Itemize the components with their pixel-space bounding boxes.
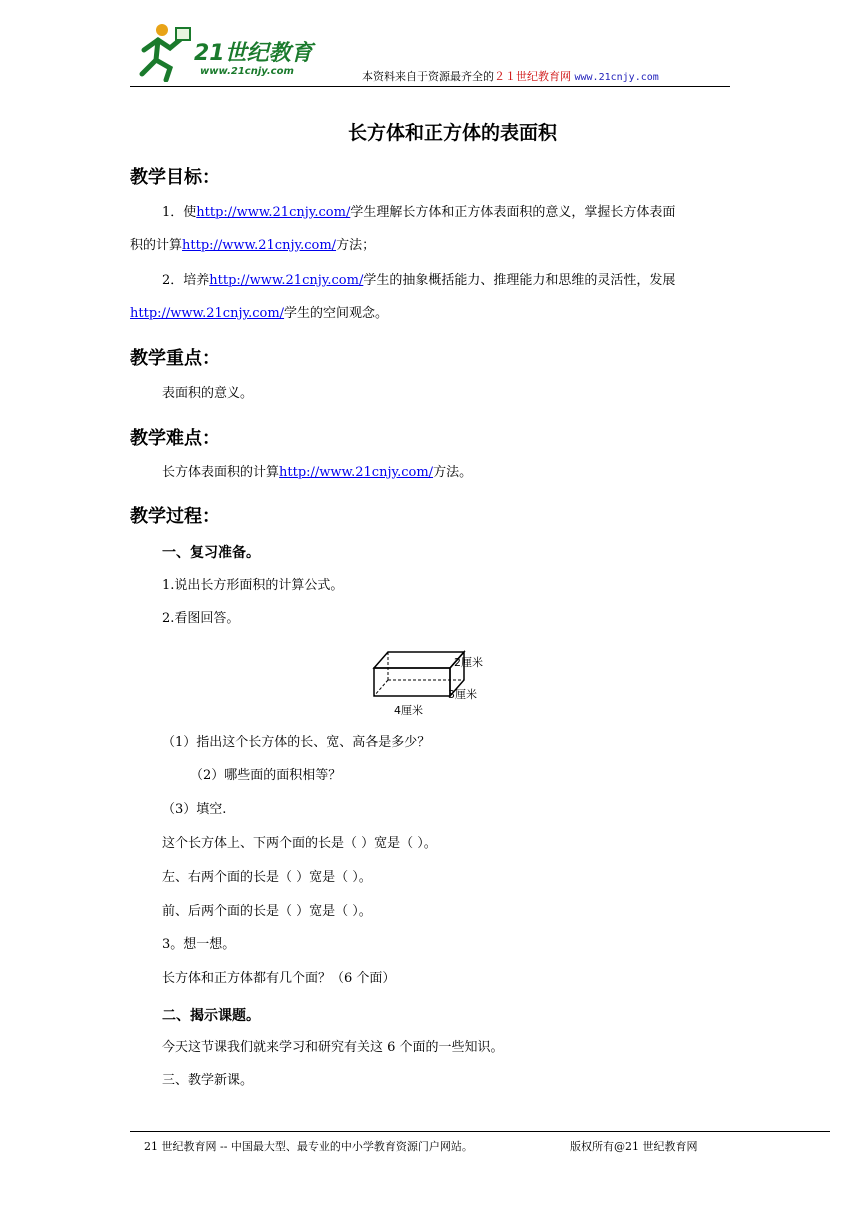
goal-1-cont: 积的计算 [130,238,183,253]
header-tagline [362,68,659,84]
question-1: （1）指出这个长方体的长、宽、高各是多少？ [162,735,431,750]
page-title: 长方体和正方体的表面积 [348,122,558,144]
header-divider [130,86,730,87]
site-link[interactable]: http://www.21cnjy.com/ [196,205,351,220]
goal-2-text: 学生的抽象概括能力、推理能力和思维的灵活性，发展 [363,273,676,288]
site-link[interactable]: http://www.21cnjy.com/ [182,238,337,253]
review-item-3: 3。想一想。 [162,937,236,952]
footer-copyright-link[interactable]: 版权所有@21 世纪教育网 [570,1140,698,1153]
cuboid-figure [368,646,494,720]
key-point-heading: 教学重点： [130,348,220,369]
goal-1-line-1 [162,204,675,222]
fill-blank-3: 前、后两个面的长是（ ）宽是（ ）。 [162,904,372,919]
tagline-brand: ２１世纪教育网 [494,70,571,83]
difficult-point-text [162,464,472,482]
goals-heading: 教学目标： [130,167,220,188]
part-2-heading: 二、揭示课题。 [162,1008,260,1024]
runner-logo-icon [136,22,196,82]
difficult-point-heading: 教学难点： [130,428,220,449]
part-3-text: 三、教学新课。 [162,1073,254,1088]
goal-1-end: 方法； [336,238,376,253]
logo-url: www.21cnjy.com [200,66,294,77]
tagline-prefix: 本资料来自于资源最齐全的 [362,70,494,83]
site-link[interactable]: http://www.21cnjy.com/ [209,273,364,288]
question-2: （2）哪些面的面积相等？ [190,768,342,783]
question-3: （3）填空. [162,802,227,817]
goal-1-text: 学生理解长方体和正方体表面积的意义，掌握长方体表面 [350,205,676,220]
goal-2-line-1 [162,272,675,290]
goal-2-prefix: 2．培养 [162,273,210,288]
part-2-text: 今天这节课我们就来学习和研究有关这 6 个面的一些知识。 [162,1040,504,1055]
tagline-site[interactable]: www.21cnjy.com [574,72,659,83]
process-heading: 教学过程： [130,506,220,527]
difficult-text: 长方体表面积的计算 [162,465,280,480]
review-item-3-text: 长方体和正方体都有几个面？（6 个面） [162,971,396,986]
fill-blank-2: 左、右两个面的长是（ ）宽是（ ）。 [162,870,372,885]
part-1-heading: 一、复习准备。 [162,545,260,561]
goal-2-line-2 [130,305,388,323]
logo-text: 21世纪教育 [194,41,313,66]
review-item-1: 1.说出长方形面积的计算公式。 [162,578,344,593]
site-link[interactable]: http://www.21cnjy.com/ [130,306,285,321]
length-label: 4厘米 [394,704,423,717]
review-item-2: 2.看图回答。 [162,611,240,626]
goal-2-end: 学生的空间观念。 [284,306,389,321]
footer-divider [130,1131,830,1132]
site-logo[interactable] [136,22,336,84]
difficult-end: 方法。 [433,465,473,480]
fill-blank-1: 这个长方体上、下两个面的长是（ ）宽是（ ）。 [162,836,437,851]
width-label: 3厘米 [448,688,477,701]
footer-left: 21 世纪教育网 -- 中国最大型、最专业的中小学教育资源门户网站。 [144,1140,473,1153]
key-point-text: 表面积的意义。 [162,386,254,401]
goal-1-prefix: 1．使 [162,205,197,220]
site-link[interactable]: http://www.21cnjy.com/ [279,465,434,480]
goal-1-line-2 [130,237,375,255]
height-label: 2厘米 [454,656,483,669]
